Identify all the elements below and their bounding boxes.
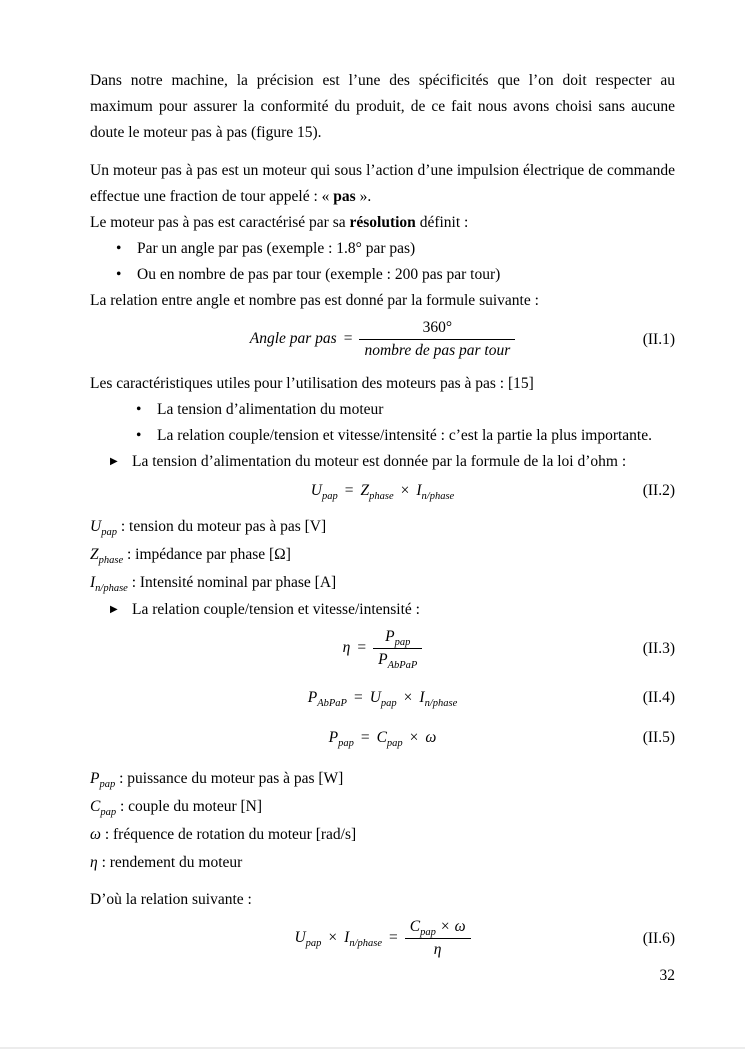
equals-operator: = xyxy=(357,639,367,657)
math-var: U xyxy=(294,929,306,947)
equation-II-1 xyxy=(90,317,675,362)
equation-label: (II.5) xyxy=(642,729,675,746)
fraction-numerator xyxy=(373,626,422,649)
definition-text: : puissance du moteur pas à pas [W] xyxy=(115,770,344,787)
math-var: P xyxy=(378,651,388,668)
math-var: P xyxy=(90,770,100,787)
math-var: P xyxy=(385,628,395,645)
bullet-item-relation-couple xyxy=(90,423,675,449)
fraction xyxy=(405,916,471,961)
subscript: pap xyxy=(386,738,403,750)
math-var: C xyxy=(409,918,421,935)
equals-operator: = xyxy=(360,729,370,746)
subscript: pap xyxy=(305,938,322,950)
equation-math xyxy=(294,918,470,958)
equation-II-5 xyxy=(90,725,675,751)
definition-text: : fréquence de rotation du moteur [rad/s] xyxy=(100,826,357,843)
equation-label: (II.3) xyxy=(642,639,675,657)
equation-II-6 xyxy=(90,916,675,961)
bullet-icon: • xyxy=(136,401,142,418)
bullet-icon: • xyxy=(136,427,142,444)
math-var: ω xyxy=(425,729,437,746)
definition-text: : couple du moteur [N] xyxy=(116,798,263,815)
paragraph-relation-suivante: D’où la relation suivante : xyxy=(90,891,252,908)
fraction-numerator xyxy=(405,916,471,939)
text-run: Le moteur pas à pas est caractérisé par sa xyxy=(90,214,350,231)
page-number: 32 xyxy=(659,967,675,984)
equals-operator: = xyxy=(344,482,354,499)
symbol-definition-upap xyxy=(90,513,675,541)
arrow-item-text: La tension d’alimentation du moteur est donnée par la formule de la loi d’ohm : xyxy=(132,453,627,470)
math-var: P xyxy=(307,689,318,706)
text-run: ». xyxy=(355,188,372,205)
definition-text: : rendement du moteur xyxy=(97,854,243,871)
fraction-denominator: nombre de pas par tour xyxy=(364,342,511,359)
definition-text: : impédance par phase [Ω] xyxy=(123,546,291,563)
equation-math xyxy=(307,689,458,710)
math-var: I xyxy=(419,689,425,706)
subscript: pap xyxy=(100,807,117,819)
subscript: pap xyxy=(101,527,117,539)
symbol-definition-zphase xyxy=(90,541,675,569)
math-var: U xyxy=(90,518,102,535)
math-var: U xyxy=(310,482,322,499)
subscript: pap xyxy=(338,738,354,750)
symbol-definition-omega xyxy=(90,821,675,849)
bullet-text: La tension d’alimentation du moteur xyxy=(157,401,384,418)
times-operator: × xyxy=(400,482,410,499)
equation-II-2 xyxy=(90,478,675,504)
subscript: phase xyxy=(98,555,124,567)
times-operator: × xyxy=(409,729,419,746)
equation-label: (II.2) xyxy=(642,482,675,499)
equals-operator: = xyxy=(353,689,363,706)
bullet-item-angle-par-pas xyxy=(90,236,675,262)
math-var: Z xyxy=(360,482,370,499)
arrow-item-loi-ohm xyxy=(90,449,675,475)
paragraph-resolution xyxy=(90,210,675,236)
math-var: ω xyxy=(90,826,101,843)
math-var: C xyxy=(90,798,101,815)
math-var: I xyxy=(90,574,96,591)
math-var: Z xyxy=(90,546,99,563)
math-var: η xyxy=(342,639,351,657)
equals-operator: = xyxy=(389,929,398,947)
equation-math xyxy=(342,628,423,672)
equation-math xyxy=(328,729,437,750)
bold-text-pas: pas xyxy=(333,188,356,205)
bullet-text: Ou en nombre de pas par tour (exemple : 200 pas par tour) xyxy=(137,266,501,283)
equation-II-4 xyxy=(90,685,675,711)
symbol-definition-cpap xyxy=(90,793,675,821)
math-var: U xyxy=(369,689,381,706)
bold-text-resolution: résolution xyxy=(349,214,416,231)
fraction xyxy=(359,317,515,362)
paragraph-pas-definition xyxy=(90,158,675,210)
subscript: pap xyxy=(394,637,411,649)
subscript: pap xyxy=(99,779,116,791)
math-var: I xyxy=(416,482,422,499)
subscript: pap xyxy=(380,698,397,710)
page-bottom-edge xyxy=(0,1047,745,1049)
definition-text: : Intensité nominal par phase [A] xyxy=(127,574,337,591)
math-var: ω xyxy=(454,918,466,935)
equation-label: (II.6) xyxy=(642,929,675,947)
subscript: AbPaP xyxy=(387,660,418,672)
math-var: C xyxy=(376,729,387,746)
math-text: Angle par pas xyxy=(249,330,337,348)
fraction xyxy=(373,626,422,671)
bullet-text: La relation couple/tension et vitesse/intensité : c’est la partie la plus importante. xyxy=(157,427,652,444)
math-var: η xyxy=(90,854,98,871)
symbol-definition-eta xyxy=(90,849,675,877)
bullet-item-tension-alimentation xyxy=(90,397,675,423)
bullet-item-pas-par-tour xyxy=(90,262,675,288)
subscript: n/phase xyxy=(424,698,458,710)
subscript: n/phase xyxy=(421,491,455,503)
arrow-item-text: La relation couple/tension et vitesse/intensité : xyxy=(132,601,420,618)
equation-II-3 xyxy=(90,626,675,671)
fraction-denominator xyxy=(405,939,471,961)
subscript: phase xyxy=(369,491,394,503)
fraction-numerator: 360° xyxy=(359,317,515,340)
equation-math xyxy=(310,482,455,503)
paragraph-caracteristiques: Les caractéristiques utiles pour l’utilisation des moteurs pas à pas : [15] xyxy=(90,375,534,392)
times-operator: × xyxy=(328,929,338,947)
math-var: P xyxy=(328,729,339,746)
symbol-definition-inphase xyxy=(90,569,675,597)
subscript: pap xyxy=(420,927,436,939)
equals-operator: = xyxy=(343,330,353,348)
bullet-icon: • xyxy=(116,266,122,283)
times-operator: × xyxy=(403,689,413,706)
subscript: pap xyxy=(321,491,338,503)
equation-label: (II.1) xyxy=(642,330,675,348)
subscript: n/phase xyxy=(95,583,128,595)
text-run: Un moteur pas à pas est un moteur qui sous l’action d’une impulsion électrique de commande effectue une fraction de tour appelé : « xyxy=(90,162,675,205)
arrow-item-relation-couple xyxy=(90,597,675,623)
paragraph-relation-formule: La relation entre angle et nombre pas est donné par la formule suivante : xyxy=(90,292,539,309)
definition-text: : tension du moteur pas à pas [V] xyxy=(116,518,327,535)
fraction-denominator xyxy=(373,649,422,671)
arrowhead-icon: ▶ xyxy=(110,604,118,615)
text-run: définit : xyxy=(415,214,469,231)
subscript: n/phase xyxy=(349,938,382,950)
bullet-text: Par un angle par pas (exemple : 1.8° par pas) xyxy=(137,240,416,257)
math-var: η xyxy=(433,941,442,958)
arrowhead-icon: ▶ xyxy=(110,456,118,467)
symbol-definition-ppap xyxy=(90,765,675,793)
paragraph-precision: Dans notre machine, la précision est l’une des spécificités que l’on doit respecter au maximum pour assurer la conformité du produit, de ce fait nous avons choisi sans aucune doute le moteur pas à pas (figure 15). xyxy=(90,72,675,141)
times-operator: × xyxy=(440,918,450,935)
math-var: I xyxy=(344,929,350,947)
equation-label: (II.4) xyxy=(642,689,675,706)
bullet-icon: • xyxy=(116,240,122,257)
equation-math xyxy=(249,319,516,359)
subscript: AbPaP xyxy=(317,698,347,710)
